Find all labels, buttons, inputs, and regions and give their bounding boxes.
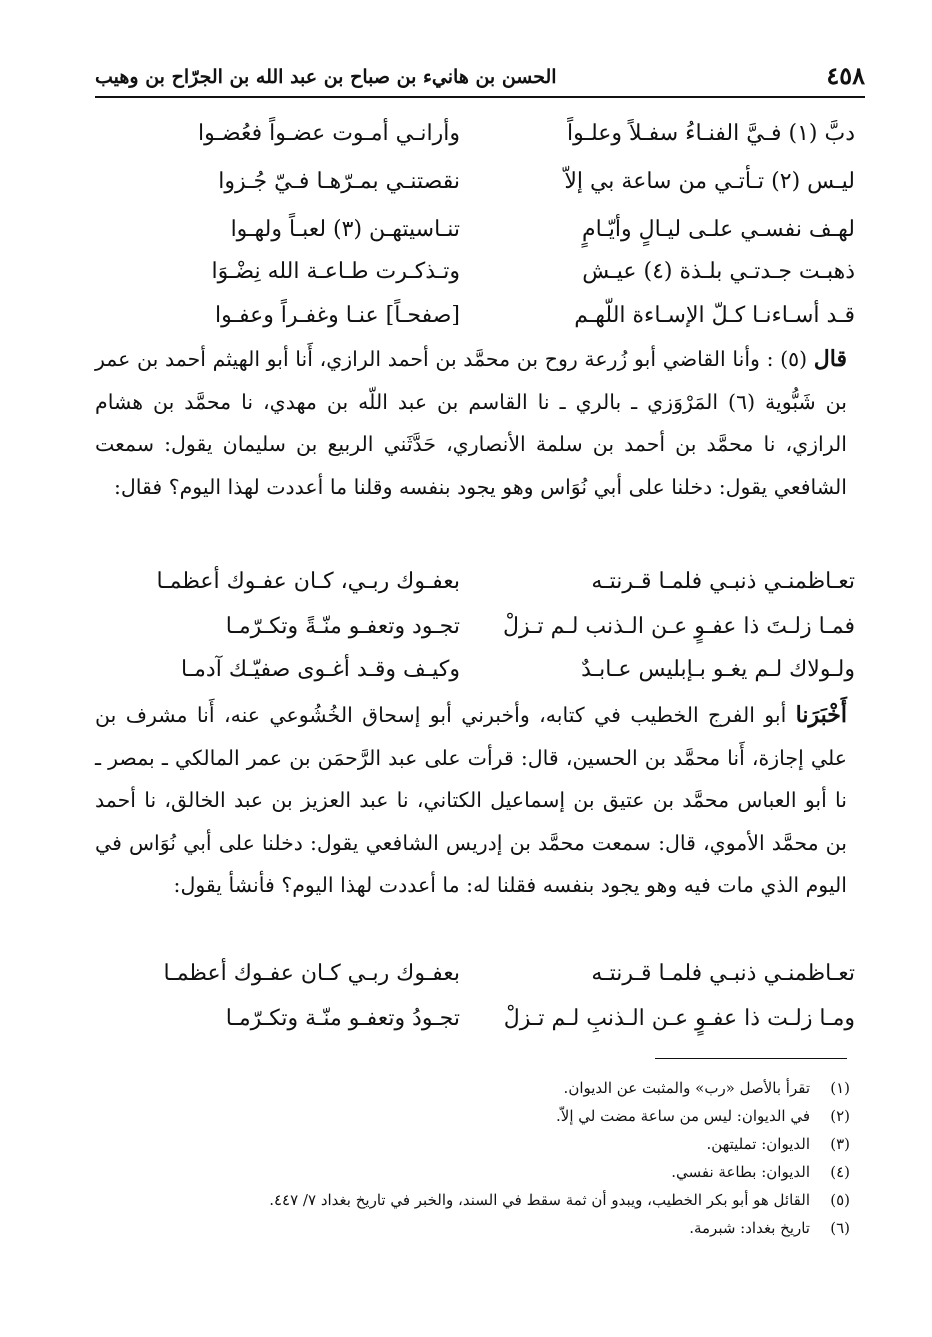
verse-line [95, 158, 865, 206]
verse-line [95, 950, 865, 998]
verse-second-hemistich: بعفـوك ربـي، كـان عفـوك أعظمـا [156, 569, 460, 594]
page-header [95, 58, 865, 98]
footnote-text: الديوان: تمليتهن. [706, 1135, 810, 1153]
footnote-divider [655, 1058, 847, 1059]
verse-line [95, 995, 865, 1043]
running-title: الحسن بن هانيء بن صباح بن عبد الله بن الجرّاح بن وهيب [95, 66, 557, 88]
footnote-number: (١) [830, 1079, 850, 1097]
footnote-item [120, 1214, 850, 1242]
paragraph-lead-word: أَخْبَرَنا [795, 702, 847, 728]
verse-first-hemistich: قـد أسـاءنـا كـلّ الإسـاءة اللّهـم [574, 303, 855, 328]
footnote-number: (٥) [830, 1191, 850, 1209]
verse-first-hemistich: لهـف نفسـي علـى ليـالٍ وأيّـامٍ [582, 217, 855, 242]
verse-second-hemistich: تنـاسيتهـن (٣) لعبـاً ولهـوا [230, 217, 460, 242]
verse-second-hemistich: وأرانـي أمـوت عضـواً فعُضـوا [197, 121, 460, 146]
verse-second-hemistich: [صفحـاً] عنـا وغفـراً وعفـوا [215, 303, 460, 328]
prose-paragraph [95, 694, 847, 907]
verse-first-hemistich: ومـا زلـت ذا عفـوٍ عـن الـذنبِ لـم تـزلْ [503, 1006, 855, 1031]
verse-line [95, 248, 865, 296]
footnote-item [120, 1158, 850, 1186]
verse-line [95, 603, 865, 651]
footnotes [120, 1074, 850, 1242]
verse-line [95, 292, 865, 340]
paragraph-text: (٥) : وأنا القاضي أبو زُرعة روح بن محمَّد بن أحمد الرازي، أَنا أبو الهيثم أحمد بن عمر بن شَبُّوية (٦) المَرْوَزي ـ بالري ـ نا القاسم بن عبد اللّه بن مهدي، نا محمَّد بن هشام الرازي، نا محمَّد بن أحمد بن سلمة الأنصاري، حَدَّثَني الربيع بن سليمان يقول: سمعت الشافعي يقول: دخلنا على أبي نُوَاس وهو يجود بنفسه وقلنا ما أعددت لهذا اليوم؟ فقال: [95, 347, 847, 499]
verse-first-hemistich: ولـولاك لـم يغـو بـإبليس عـابـدٌ [581, 657, 855, 682]
footnote-number: (٣) [830, 1135, 850, 1153]
footnote-number: (٢) [830, 1107, 850, 1125]
paragraph-lead-word: قال [813, 346, 847, 372]
paragraph-text: أبو الفرج الخطيب في كتابه، وأخبرني أبو إسحاق الخُشُوعي عنه، أَنا مشرف بن علي إجازة، أَنا محمَّد بن الحسين، قال: قرأت على عبد الرَّحمَن بن عمر المالكي ـ بمصر ـ نا أبو العباس محمَّد بن عتيق بن إسماعيل الكتاني، نا عبد العزيز بن عبد الخالق، نا أحمد بن محمَّد الأموي، قال: سمعت محمَّد بن إدريس الشافعي يقول: دخلنا على أبي نُوَاس في اليوم الذي مات فيه وهو يجود بنفسه فقلنا له: ما أعددت لهذا اليوم؟ فأنشأ يقول: [95, 703, 847, 897]
verse-second-hemistich: بعفـوك ربـي كـان عفـوك أعظمـا [163, 961, 460, 986]
footnote-item [120, 1074, 850, 1102]
footnote-item [120, 1130, 850, 1158]
verse-second-hemistich: نقصتنـي بمـرّهـا فـيّ جُـزوا [218, 169, 460, 194]
verse-first-hemistich: تعـاظمنـي ذنبـي فلمـا قـرنتـه [591, 569, 855, 594]
verse-line [95, 646, 865, 694]
verse-first-hemistich: دبَّ (١) فـيَّ الفنـاءُ سفـلاً وعلـواً [567, 121, 855, 146]
footnote-text: في الديوان: ليس من ساعة مضت لي إلاّ. [556, 1107, 810, 1125]
verse-first-hemistich: ليـس (٢) تـأتـي من ساعة بي إلاّ [564, 169, 855, 194]
verse-line [95, 110, 865, 158]
footnote-text: تاريخ بغداد: شبرمة. [689, 1219, 810, 1237]
footnote-text: تقرأ بالأصل «رب» والمثبت عن الديوان. [563, 1079, 810, 1097]
verse-line [95, 558, 865, 606]
footnote-item [120, 1186, 850, 1214]
footnote-number: (٦) [830, 1219, 850, 1237]
verse-second-hemistich: وكيـف وقـد أغـوى صفيّـك آدمـا [181, 657, 460, 682]
footnote-text: الديوان: بطاعة نفسي. [671, 1163, 810, 1181]
verse-first-hemistich: ذهبـت جـدتـي بلـذة (٤) عيـش [582, 259, 855, 284]
verse-second-hemistich: تجـود وتعفـو منّـةً وتكـرّمـا [225, 614, 460, 639]
page-number: ٤٥٨ [826, 61, 865, 90]
footnote-number: (٤) [830, 1163, 850, 1181]
footnote-text: القائل هو أبو بكر الخطيب، ويبدو أن ثمة سقط في السند، والخبر في تاريخ بغداد ٧/ ٤٤٧. [269, 1191, 810, 1209]
footnote-item [120, 1102, 850, 1130]
verse-first-hemistich: تعـاظمنـي ذنبـي فلمـا قـرنتـه [591, 961, 855, 986]
verse-first-hemistich: فمـا زلـتَ ذا عفـوٍ عـن الـذنب لـم تـزلْ [502, 614, 855, 639]
verse-second-hemistich: وتـذكـرت طـاعـة الله نِضْـوَا [211, 259, 460, 284]
verse-line [95, 206, 865, 254]
prose-paragraph [95, 338, 847, 508]
verse-second-hemistich: تجـودُ وتعفـو منّـة وتكـرّمـا [225, 1006, 460, 1031]
